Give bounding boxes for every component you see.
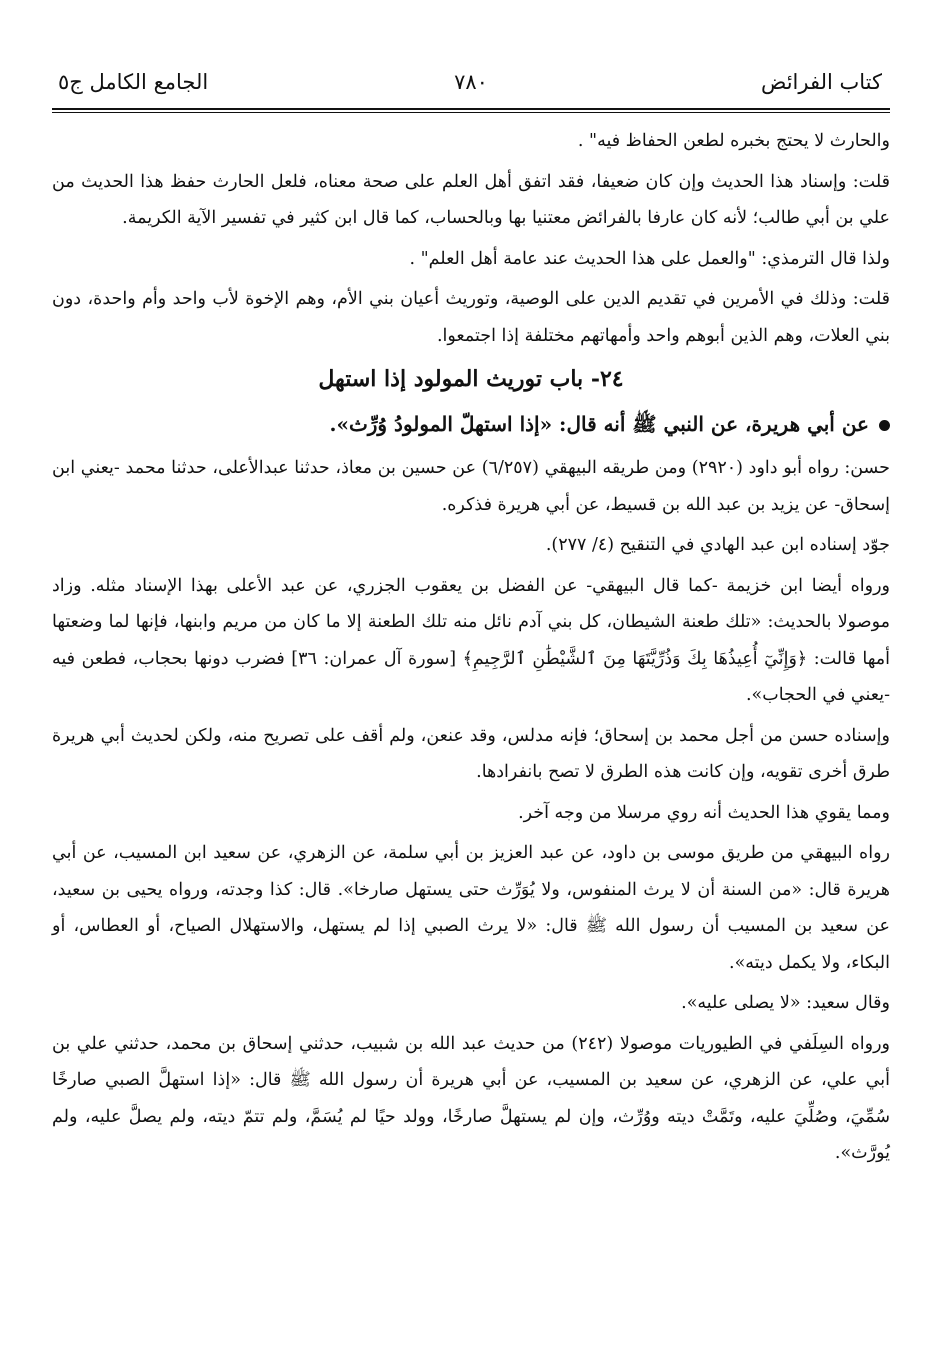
page-body bbox=[52, 123, 890, 1172]
hadith-body: عن أبي هريرة، عن النبي ﷺ أنه قال: «إذا استهلّ المولودُ وُرِّث». bbox=[329, 412, 869, 436]
paragraph: ومما يقوي هذا الحديث أنه روي مرسلا من وجه آخر. bbox=[518, 802, 890, 823]
paragraph: ولذا قال الترمذي: "والعمل على هذا الحديث عند عامة أهل العلم" . bbox=[409, 248, 890, 269]
page-number: ٧٨٠ bbox=[454, 70, 488, 94]
page bbox=[52, 60, 890, 1176]
paragraph: ورواه السِلَفي في الطيوريات موصولا (٢٤٢) من حديث عبد الله بن شبيب، حدثني إسحاق بن محمد، حدثني علي بن أبي علي، عن الزهري، عن سعيد بن المسيب، عن أبي هريرة أن رسول الله ﷺ قال: «إذا استهلَّ الصبي صارخًا سُمِّيَ، وصُلِّيَ عليه، وتَمَّتْ ديته ووُرِّث، وإن لم يستهلَّ صارخًا، وولد حيًا لم يُسَمَّ، ولم تتمّ ديته، ولم يصلَّ عليه، ولم يُورَّث». bbox=[52, 1033, 890, 1163]
running-header bbox=[52, 60, 890, 104]
paragraph: ورواه أيضا ابن خزيمة -كما قال البيهقي- عن الفضل بن يعقوب الجزري، عن عبد الأعلى بهذا الإسناد مثله. وزاد موصولا بالحديث: «تلك طعنة الشيطان، كل بني آدم نائل منه تلك الطعنة إلا ما كان من مريم وابنها، فإنها لما وضعتها أمها قالت: ﴿وَإِنِّيٓ أُعِيذُهَا بِكَ وَذُرِّيَّتَهَا مِنَ ٱلشَّيْطَٰنِ ٱلرَّجِيمِ﴾ [سورة آل عمران: ٣٦] فضرب دونها بحجاب، فطعن فيه -يعني في الحجاب». bbox=[52, 575, 891, 705]
header-rule-thin bbox=[52, 112, 890, 113]
paragraph: وقال سعيد: «لا يصلى عليه». bbox=[681, 993, 890, 1013]
hadith-text bbox=[52, 404, 890, 444]
header-rule-thick bbox=[52, 108, 890, 110]
book-title: الجامع الكامل ج٥ bbox=[58, 70, 209, 94]
chapter-heading: ٢٤- باب توريث المولود إذا استهل bbox=[318, 366, 624, 392]
paragraph: جوّد إسناده ابن عبد الهادي في التنقيح (٤/ ٢٧٧). bbox=[545, 535, 890, 555]
paragraph: والحارث لا يحتج بخبره لطعن الحفاظ فيه" . bbox=[577, 131, 890, 151]
paragraph: قلت: وإسناد هذا الحديث وإن كان ضعيفا، فقد اتفق أهل العلم على صحة معناه، فلعل الحارث حفظ هذا الحديث من علي بن أبي طالب؛ لأنه كان عارفا بالفرائض معتنيا بها وبالحساب، كما قال ابن كثير في تفسير الآية الكريمة. bbox=[52, 171, 890, 228]
paragraph: وإسناده حسن من أجل محمد بن إسحاق؛ فإنه مدلس، وقد عنعن، ولم أقف على تصريح منه، ولكن لحديث أبي هريرة طرق أخرى تقويه، وإن كانت هذه الطرق لا تصح بانفرادها. bbox=[52, 725, 890, 782]
paragraph: حسن: رواه أبو داود (٢٩٢٠) ومن طريقه البيهقي (٦/٢٥٧) عن حسين بن معاذ، حدثنا عبدالأعلى، حدثنا محمد -يعني ابن إسحاق- عن يزيد بن عبد الله بن قسيط، عن أبي هريرة فذكره. bbox=[52, 458, 890, 515]
bullet-icon bbox=[879, 420, 890, 431]
paragraph: رواه البيهقي من طريق موسى بن داود، عن عبد العزيز بن أبي سلمة، عن الزهري، عن سعيد ابن المسيب، عن أبي هريرة قال: «من السنة أن لا يرث المنفوس، ولا يُوَرِّث حتى يستهل صارخا». قال: كذا وجدته، ورواه يحيى بن سعيد، عن سعيد بن المسيب أن رسول الله ﷺ قال: «لا يرث الصبي إذا لم يستهل، والاستهلال الصياح، أو العطاس، أو البكاء، ولا يكمل ديته». bbox=[52, 843, 890, 973]
paragraph: قلت: وذلك في الأمرين في تقديم الدين على الوصية، وتوريث أعيان بني الأم، وهم الإخوة لأب واحد وأم واحدة، دون بني العلات، وهم الذين أبوهم واحد وأمهاتهم مختلفة إذا اجتمعوا. bbox=[52, 289, 890, 346]
book-section-title: كتاب الفرائض bbox=[760, 70, 882, 94]
